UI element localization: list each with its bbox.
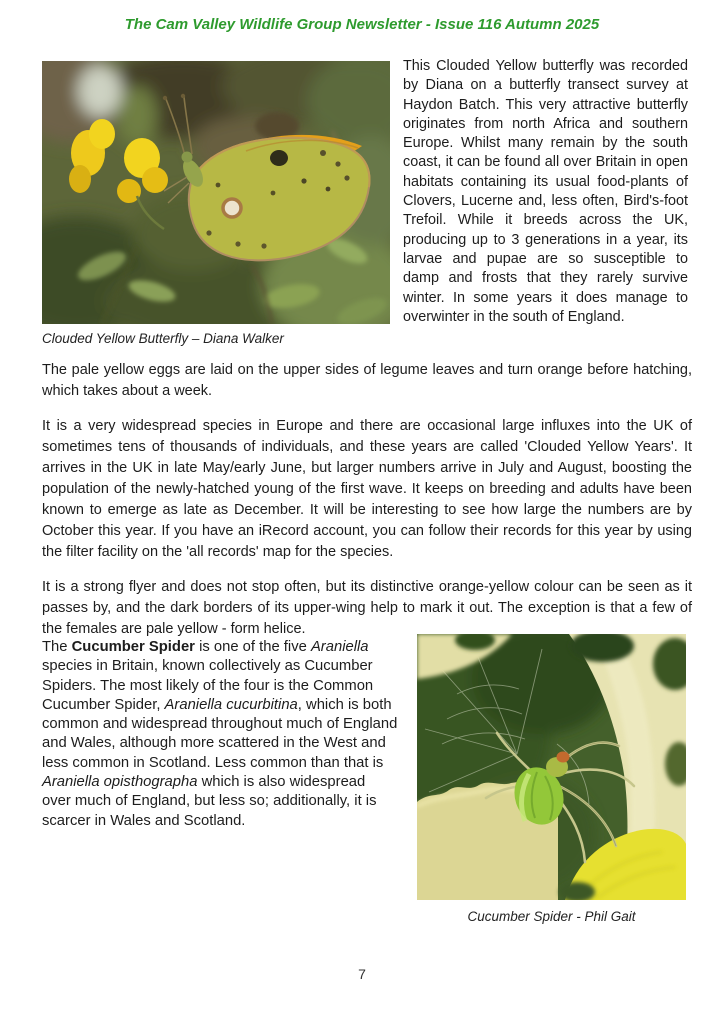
cucumber-spider-section (42, 634, 688, 924)
butterfly-photo-caption: Clouded Yellow Butterfly – Diana Walker (42, 331, 284, 346)
italic-run: Araniella (310, 639, 369, 655)
text-run: , which is both common and widespread throughout much of England and Wales, although more scattered in the West and less common in Scotland. Less common than that is (42, 696, 398, 771)
italic-run: Araniella cucurbitina (164, 696, 298, 713)
clouded-yellow-paragraph-influx: It is a very widespread species in Europe and there are occasional large influxes into the UK of sometimes tens of thousands of individuals, and these years are called 'Clouded Yellow Years'. It arrives in the UK in late May/early June, but larger numbers arrive in July and August, boosting the population of the newly-hatched young of the first wave. It keeps on breeding and adults have been known to emerge as late as December. It will be interesting to see how large the numbers are by October this year. If you have an iRecord account, you can follow their records for this year by using the filter facility on the 'all records' map for the species. (42, 418, 692, 560)
italic-run: Araniella opisthographa (42, 774, 198, 791)
clouded-yellow-paragraph-intro: This Clouded Yellow butterfly was recorded by Diana on a butterfly transect survey at Haydon Batch. This very attractive butterfly originates from north Africa and southern Europe. Whilst many remain by the south coast, it can be found all over Britain in open habitats containing its usual food-plants of Clovers, Lucerne and, less often, Bird's-foot Trefoil. While it breeds across the UK, producing up to 3 generations in a year, its larvae and pupae are so susceptible to damp and frosts that they rarely survive winter. In some years it does manage to overwinter in the south of England. (403, 58, 688, 325)
spider-photo-illustration (417, 634, 686, 900)
clouded-yellow-section (42, 58, 688, 327)
cucumber-spider-paragraph (42, 634, 398, 924)
newsletter-title: The Cam Valley Wildlife Group Newsletter - Issue 116 Autumn 2025 (124, 16, 600, 33)
spider-photo-caption: Cucumber Spider - Phil Gait (467, 909, 636, 924)
cucumber-spider-photo (417, 634, 686, 900)
text-run: species in Britain, known collectively as Cucumber Spiders. The most likely of the four is the Common Cucumber Spider, (42, 658, 374, 713)
text-run: The (42, 639, 72, 655)
bold-run: Cucumber Spider (71, 639, 195, 655)
text-run: which is also widespread over much of England, but less so; additionally, it is scarcer in Wales and Scotland. (42, 774, 377, 829)
page-number: 7 (358, 966, 366, 982)
spider-photo-column (417, 634, 686, 924)
clouded-yellow-body (42, 360, 692, 654)
clouded-yellow-paragraph-eggs: The pale yellow eggs are laid on the upper sides of legume leaves and turn orange before hatching, which takes about a week. (42, 362, 692, 399)
butterfly-photo-illustration (42, 61, 390, 324)
clouded-yellow-paragraph-flyer: It is a strong flyer and does not stop often, but its distinctive orange-yellow colour can be seen as it passes by, and the dark borders of its upper-wing help to mark it out. The exception is that a few of the females are pale yellow - form helice. (42, 579, 692, 637)
text-run: is one of the five (194, 639, 311, 655)
clouded-yellow-butterfly-photo (42, 61, 390, 324)
